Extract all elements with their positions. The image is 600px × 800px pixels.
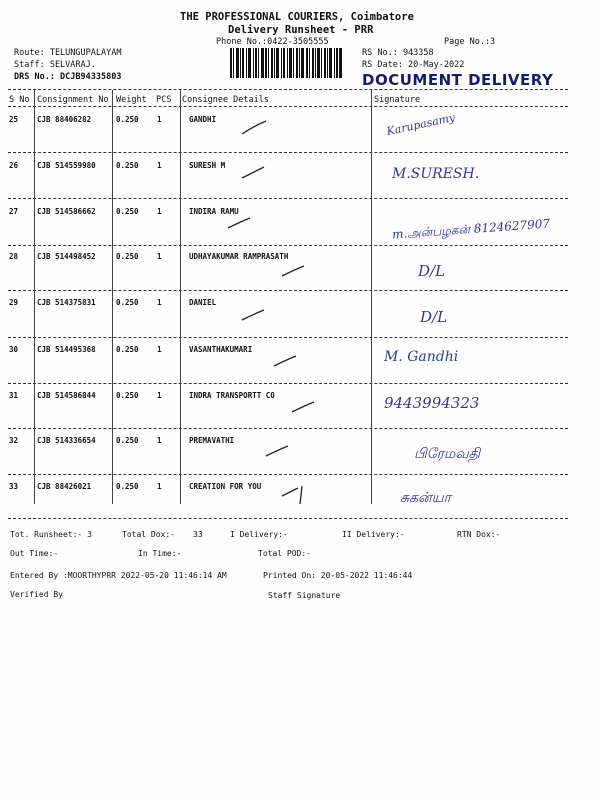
row-divider — [8, 198, 568, 199]
row-signature: 9443994323 — [384, 394, 480, 412]
col-consignment: Consignment No — [37, 95, 109, 105]
row-consignment: CJB 514336654 — [37, 436, 96, 445]
row-divider — [8, 152, 568, 153]
drs-number: DRS No.: DCJB94335803 — [14, 72, 122, 82]
row-pcs: 1 — [157, 298, 162, 307]
verified-by: Verified By — [10, 590, 63, 599]
row-consignment: CJB 88426021 — [37, 482, 92, 491]
page-number: Page No.:3 — [444, 37, 496, 47]
check-mark-icon — [226, 214, 256, 234]
row-consignee: GANDHI — [189, 115, 217, 124]
row-consignment: CJB 514586662 — [37, 207, 96, 216]
company-title: THE PROFESSIONAL COURIERS, Coimbatore — [180, 11, 414, 23]
row-consignee: DANIEL — [189, 298, 217, 307]
col-signature: Signature — [374, 95, 421, 105]
row-sno: 31 — [9, 391, 19, 400]
row-divider — [8, 383, 568, 384]
header-bottom-rule — [8, 106, 568, 107]
row-pcs: 1 — [157, 391, 162, 400]
runsheet-subtitle: Delivery Runsheet - PRR — [228, 24, 374, 36]
row-signature: M.SURESH. — [392, 166, 480, 182]
total-runsheet: Tot. Runsheet:- 3 — [10, 530, 92, 539]
row-consignee: SURESH M — [189, 161, 226, 170]
row-sno: 26 — [9, 161, 19, 170]
col-weight: Weight — [116, 95, 147, 105]
row-pcs: 1 — [157, 436, 162, 445]
row-consignment: CJB 88406282 — [37, 115, 92, 124]
row-consignment: CJB 514495368 — [37, 345, 96, 354]
col-consignee: Consignee Details — [182, 95, 269, 105]
col-sno: S No — [9, 95, 30, 105]
staff-signature-label: Staff Signature — [268, 591, 341, 600]
check-mark-icon — [240, 118, 270, 138]
row-consignment: CJB 514375831 — [37, 298, 96, 307]
entered-by: Entered By :MOORTHYPRR 2022-05-20 11:46:14 AM — [10, 571, 227, 580]
printed-on: Printed On: 20-05-2022 11:46:44 — [263, 571, 413, 580]
row-weight: 0.250 — [116, 482, 139, 491]
barcode — [230, 48, 356, 78]
header-top-rule — [8, 89, 568, 90]
row-sno: 28 — [9, 252, 19, 261]
row-consignment: CJB 514498452 — [37, 252, 96, 261]
row-weight: 0.250 — [116, 161, 139, 170]
row-divider — [8, 290, 568, 291]
check-mark-icon — [240, 162, 270, 182]
total-dox-count: 33 — [193, 530, 203, 539]
col-pcs: PCS — [156, 95, 172, 105]
rs-number: RS No.: 943358 — [362, 48, 434, 58]
row-divider — [8, 245, 568, 246]
row-consignee: CREATION FOR YOU — [189, 482, 262, 491]
row-consignee: VASANTHAKUMARI — [189, 345, 253, 354]
row-sno: 27 — [9, 207, 19, 216]
row-weight: 0.250 — [116, 298, 139, 307]
row-consignment: CJB 514559980 — [37, 161, 96, 170]
table-bottom-rule — [8, 518, 568, 519]
row-consignee: INDIRA RAMU — [189, 207, 239, 216]
in-time-label: In Time:- — [138, 549, 182, 558]
row-signature: பிரேமவதி — [414, 446, 481, 462]
row-weight: 0.250 — [116, 345, 139, 354]
row-consignee: INDRA TRANSPORTT CO — [189, 391, 275, 400]
check-mark-icon — [272, 350, 302, 370]
total-pod-label: Total POD:- — [258, 549, 311, 558]
row-sno: 33 — [9, 482, 19, 491]
row-pcs: 1 — [157, 161, 162, 170]
row-pcs: 1 — [157, 482, 162, 491]
row-consignee: PREMAVATHI — [189, 436, 235, 445]
rtn-dox-label: RTN Dox:- — [457, 530, 501, 539]
check-mark-icon — [280, 260, 310, 280]
phone-number: Phone No.:0422-3505555 — [216, 37, 329, 47]
check-mark-icon — [264, 440, 294, 460]
route-label: Route: TELUNGUPALAYAM — [14, 48, 122, 58]
out-time-label: Out Time:- — [10, 549, 59, 558]
staff-label: Staff: SELVARAJ. — [14, 60, 96, 70]
row-divider — [8, 474, 568, 475]
check-mark-icon — [280, 484, 310, 508]
rs-date: RS Date: 20-May-2022 — [362, 60, 465, 70]
i-delivery-label: I Delivery:- — [230, 530, 288, 539]
row-signature: சுகன்யா — [400, 490, 451, 506]
row-sno: 29 — [9, 298, 19, 307]
row-divider — [8, 337, 568, 338]
row-divider — [8, 428, 568, 429]
row-weight: 0.250 — [116, 436, 139, 445]
row-consignee: UDHAYAKUMAR RAMPRASATH — [189, 252, 289, 261]
row-signature: D/L — [418, 262, 446, 280]
check-mark-icon — [290, 396, 320, 416]
row-weight: 0.250 — [116, 391, 139, 400]
row-pcs: 1 — [157, 207, 162, 216]
row-pcs: 1 — [157, 115, 162, 124]
row-weight: 0.250 — [116, 207, 139, 216]
row-signature: D/L — [420, 308, 448, 326]
row-weight: 0.250 — [116, 252, 139, 261]
document-delivery-stamp: DOCUMENT DELIVERY — [362, 71, 554, 89]
check-mark-icon — [240, 304, 270, 324]
row-sno: 25 — [9, 115, 19, 124]
total-dox-label: Total Dox:- — [122, 530, 175, 539]
row-sno: 32 — [9, 436, 19, 445]
row-signature: Karupasamy — [385, 110, 457, 139]
row-pcs: 1 — [157, 345, 162, 354]
row-signature: m.அன்பழகன் 8124627907 — [391, 216, 551, 242]
row-signature: M. Gandhi — [384, 349, 459, 365]
row-pcs: 1 — [157, 252, 162, 261]
row-consignment: CJB 514586844 — [37, 391, 96, 400]
ii-delivery-label: II Delivery:- — [342, 530, 405, 539]
row-sno: 30 — [9, 345, 19, 354]
row-weight: 0.250 — [116, 115, 139, 124]
